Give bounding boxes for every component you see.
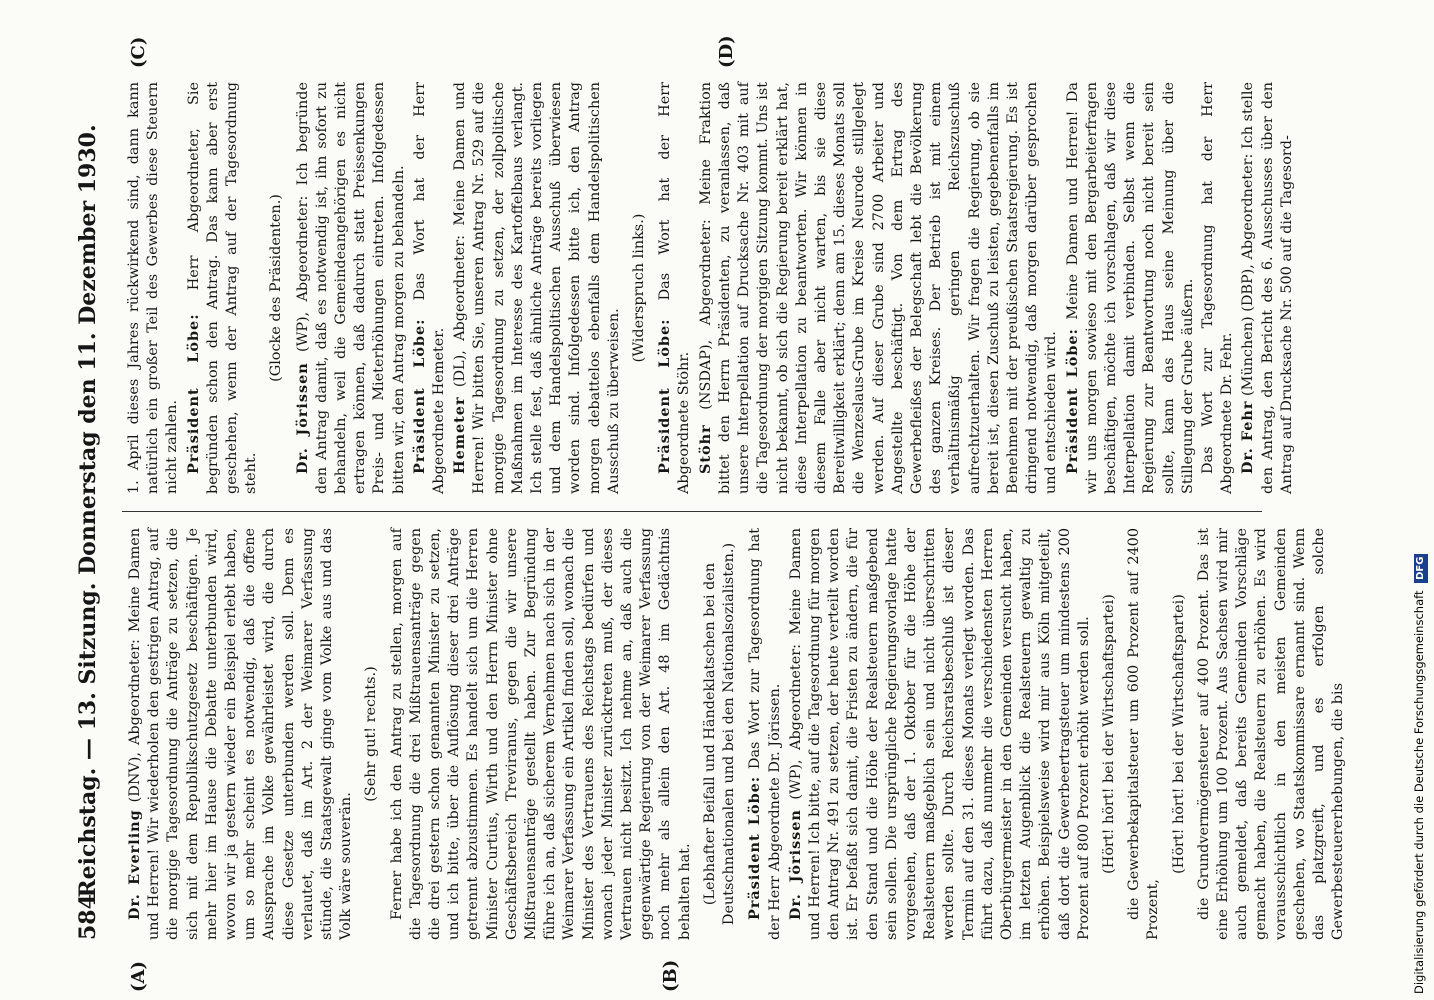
paragraph-text: (DL), Abgeordneter: Meine Damen und Herren! Wir bitten Sie, unseren Antrag Nr. 529 auf die morgige Tagesordnung zu setzen, der zollpolitische Maßnahmen im Interesse des Kartoffelbaus verlangt. Ich stelle fest, daß ähnliche Anträge bereits vorliegen und dem Handelspolitischen Ausschuß überwiesen worden sind. Infolgedessen bitte ich, den Antrag morgen debattelos ebenfalls dem Handelspolitischen Ausschuß zu überweisen. <box>452 81 622 494</box>
paragraph-text: die Gewerbekapitalsteuer um 600 Prozent auf 2400 Prozent, <box>1126 528 1162 940</box>
paragraph-text: Meine Damen und Herren! Da wir uns morgen sowieso mit den Bergarbeiterfragen beschäftigen, möchte ich vorschlagen, daß wir diese Interpellation damit verbinden. Selbst wenn die Regierung zur Beantwortung noch nicht bereit sein sollte, kann das Haus seine Meinung über die Stillegung der Grube äußern. <box>1064 81 1196 494</box>
interjection: (Widerspruch links.) <box>631 213 648 363</box>
page-number: 584 <box>75 894 101 940</box>
speaker-name: Präsident Löbe: <box>656 318 674 474</box>
paragraph-text: (München) (DBP), Abgeordneter: Ich stelle den Antrag, den Bericht des 6. Ausschusses über den Antrag auf Drucksache Nr. 500 auf die Tagesord- <box>1240 81 1295 494</box>
paragraph-text: Das Wort hat der Herr Abgeordnete Stöhr. <box>657 82 693 494</box>
paragraph-text: (WP), Abgeordneter: Ich begründe den Antrag damit, daß es notwendig ist, ihn sofort zu behandeln, weil die Gemeindeangehörigen es nicht ertragen können, daß dadurch statt Preissenkungen Preis- und Mieterhöhungen eintreten. Infolgedessen bitten wir, den Antrag morgen zu behandeln. <box>294 82 407 494</box>
paragraph <box>125 82 183 494</box>
speaker-name: Präsident Löbe: <box>746 775 764 920</box>
speech-paragraph <box>1063 82 1198 494</box>
paragraph-text: Herr Abgeordneter, Sie begründen schon den Antrag. Das kann aber erst geschehen, wenn der Antrag auf der Tagesordnung steht. <box>185 82 260 494</box>
speech-paragraph <box>125 528 356 940</box>
speech-paragraph <box>745 528 784 940</box>
paragraph-text: Ferner habe ich den Antrag zu stellen, morgen auf die Tagesordnung die drei Mißtrauensanträge gegen die drei gestern schon genannten Minister zu setzen, und ich bitte, über die Auflösung dieser drei Anträge getrennt abzustimmen. Es handelt sich um die Herren Minister Curtius, Wirth und den Herrn Minister ohne Geschäftsbereich Treviranus, gegen die wir unsere Mißtrauensanträge gestellt haben. Zur Begründung führe ich an, daß sicherem Vernehmen nach sich in der Weimarer Verfassung ein Artikel finden soll, wonach die Minister des Vertrauens des Reichstags bedürfen und wonach jeder Minister zurücktreten muß, der dieses Vertrauen nicht besitzt. Ich nehme an, daß auch die gegenwärtige Regierung von der Weimarer Verfassung noch mehr als allein den Art. 48 im Gedächtnis behalten hat. <box>388 528 693 940</box>
margin-marker-c: (C) <box>128 36 149 68</box>
speaker-name: Dr. Jörissen <box>786 809 804 920</box>
speech-paragraph <box>786 528 1094 940</box>
digitization-footer <box>1408 4 1430 994</box>
speaker-name: Präsident Löbe: <box>1063 328 1081 474</box>
speech-paragraph <box>450 82 624 494</box>
margin-marker-a: (A) <box>128 961 149 992</box>
speaker-name: Präsident Löbe: <box>410 318 428 474</box>
paragraph <box>1199 82 1237 494</box>
margin-marker-d: (D) <box>716 35 737 68</box>
paragraph-text: Das Wort hat der Herr Abgeordnete Hemeter. <box>411 82 448 494</box>
interjection: (Hört! hört! bei der Wirtschaftspartei) <box>1100 594 1117 874</box>
interjection: (Lebhafter Beifall und Händeklatschen bei den Deutschnationalen und bei den Nationalsozialisten.) <box>701 542 738 926</box>
paragraph-text: Das Wort zur Tagesordnung hat der Herr Abgeordnete Dr. Fehr. <box>1199 82 1236 494</box>
speaker-name: Stöhr <box>696 424 714 474</box>
margin-marker-b: (B) <box>660 959 681 992</box>
speaker-name: Dr. Jörissen <box>293 362 311 474</box>
speaker-name: Präsident Löbe: <box>184 313 202 474</box>
paragraph-text: Das Wort zur Tagesordnung hat der Herr Abgeordnete Dr. Jörissen. <box>747 527 783 940</box>
paragraph-text: 1. April dieses Jahres rückwirkend sind, dann kann natürlich ein großer Teil des Gewerbes diese Steuern nicht zahlen. <box>126 82 181 494</box>
speech-paragraph <box>410 82 449 494</box>
paragraph <box>1195 528 1349 940</box>
page-header <box>70 82 106 940</box>
speaker-name: Hemeter <box>451 396 469 474</box>
header-title: Reichstag. — 13. Sitzung. Donnerstag den 11. Dezember 1930. <box>75 124 101 898</box>
text-column-left <box>125 527 1347 940</box>
footer-text: Digitalisierung gefördert durch die Deutsche Forschungsgemeinschaft <box>1412 590 1426 994</box>
paragraph-text: (DNV), Abgeordneter: Meine Damen und Herren! Wir wiederholen den gestrigen Antrag, auf die morgige Tagesordnung die Anträge zu setzen, die sich mit dem Republikschutzgesetz beschäftigen. Je mehr hier im Hause die Debatte unterbunden wird, wovon wir ja gestern wieder ein Beispiel erlebt haben, um so mehr scheint es notwendig, daß die offene Aussprache im Volke gewährleistet wird, die durch diese Gesetze unterbunden werden soll. Denn es verlautet, daß im Art. 2 der Weimarer Verfassung stünde, die Staatsgewalt ginge vom Volke aus und das Volk wäre souverän. <box>127 528 355 940</box>
text-column-right <box>125 81 1295 494</box>
dfg-logo-icon: DFG <box>1414 554 1428 583</box>
speaker-name: Dr. Everling <box>126 809 143 920</box>
paragraph-text: (NSDAP), Abgeordneter: Meine Fraktion bittet den Herrn Präsidenten, zu veranlassen, daß unsere Interpellation auf Drucksache Nr. 403 mit auf die Tagesordnung der morgigen Sitzung kommt. Uns ist nicht bekannt, ob sich die Regierung bereit erklärt hat, diese Interpellation zu beantworten. Wir können in diesem Falle aber nicht warten, bis sie diese Bereitwilligkeit erklärt; denn am 15. dieses Monats soll die Wenzeslaus-Grube im Kreise Neurode stillgelegt werden. Auf dieser Grube sind 2700 Arbeiter und Angestellte beschäftigt. Von dem Ertrag des Gewerbefleißes der Belegschaft lebt die Bevölkerung des ganzen Kreises. Der Betrieb ist mit einem verhältnismäßig geringen Reichszuschuß aufrechtzuerhalten. Wir fragen die Regierung, ob sie bereit ist, diesen Zuschuß zu leisten, gegebenenfalls im Benehmen mit der preußischen Staatsregierung. Es ist dringend notwendig, daß morgen darüber gesprochen und entschieden wird. <box>697 82 1060 494</box>
column-divider <box>122 511 1262 512</box>
speech-paragraph <box>1238 82 1297 494</box>
speech-paragraph <box>655 82 694 494</box>
speaker-name: Dr. Fehr <box>1239 400 1257 474</box>
interjection: (Glocke des Präsidenten.) <box>268 194 285 382</box>
paragraph <box>388 528 695 940</box>
speech-paragraph <box>696 82 1062 494</box>
interjection: (Hört! hört! bei der Wirtschaftspartei) <box>1170 594 1187 874</box>
interjection: (Sehr gut! rechts.) <box>363 666 380 802</box>
speech-paragraph <box>293 82 409 494</box>
paragraph-text: die Grundvermögensteuer auf 400 Prozent. Das ist eine Erhöhung um 100 Prozent. Aus Sachsen wird mir auch gemeldet, daß bereits Gemeinden Vorschläge gemacht haben, die Realsteuern zu erhöhen. Es wird vorausschichtlich in den meisten Gemeinden geschehen, wo Staatskommissare ernannt sind. Wenn das platzgreift, und es erfolgen solche Gewerbesteuererhebungen, die bis <box>1195 528 1347 940</box>
paragraph-text: (WP), Abgeordneter: Meine Damen und Herren! Ich bitte, auf die Tagesordnung für morgen den Antrag Nr. 491 zu setzen, der heute verteilt worden ist. Er befaßt sich damit, die Fristen zu ändern, die für den Stand und die Höhe der Realsteuern maßgebend sein sollen. Die ursprüngliche Regierungsvorlage hatte vorgesehen, daß der 1. Oktober für die Höhe der Realsteuern maßgeblich sein und nicht überschritten werden sollte. Durch Reichsratsbeschluß ist dieser Termin auf den 31. dieses Monats verlegt worden. Das führt dazu, daß nunmehr die verschiedensten Herren Oberbürgermeister in den Gemeinden versucht haben, im letzten Augenblick die Realsteuern gewaltig zu erhöhen. Beispielsweise wird mir aus Köln mitgeteilt, daß dort die Gewerbeertragsteuer um mindestens 200 Prozent auf 800 Prozent erhöht werden soll. <box>787 528 1092 940</box>
speech-paragraph <box>184 82 262 494</box>
paragraph <box>1125 528 1163 940</box>
